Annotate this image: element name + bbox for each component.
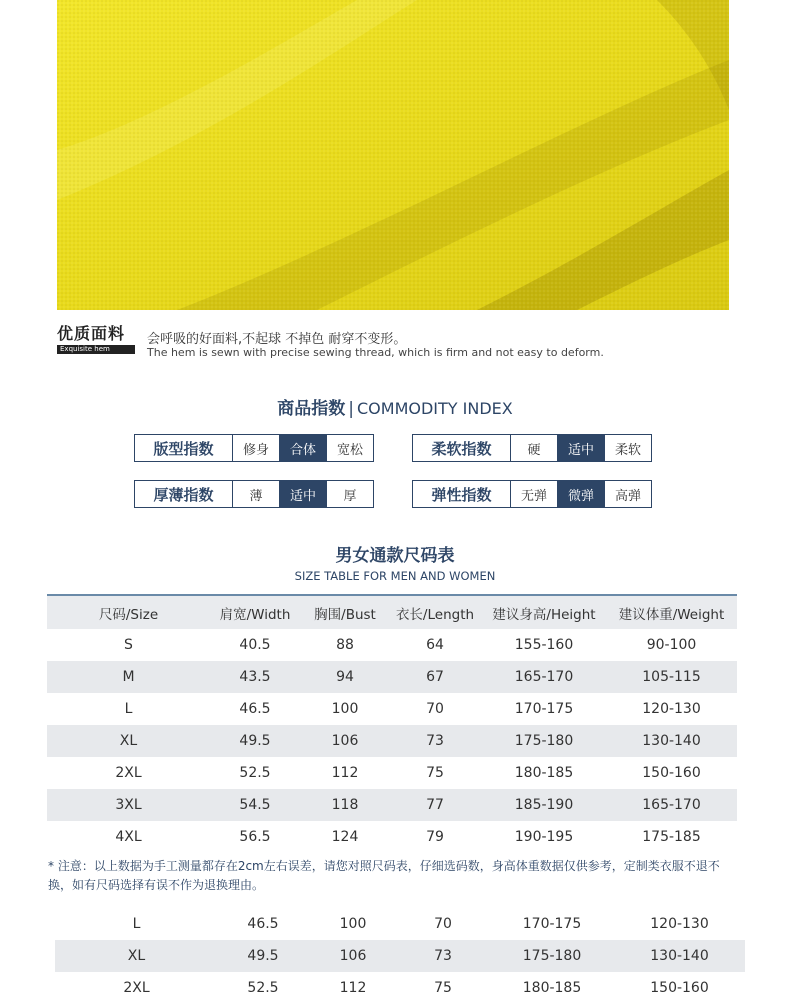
index-option: 硬 (527, 442, 541, 458)
table-header-cell: 建议体重/Weight (618, 606, 725, 623)
table-header-cell: 胸围/Bust (314, 606, 376, 623)
table-row (47, 757, 737, 789)
quality-badge (57, 324, 135, 354)
table-cell: 150-160 (650, 980, 709, 996)
table-cell: 185-190 (514, 797, 574, 813)
index-option-selected: 适中 (557, 435, 604, 461)
table-cell: 77 (426, 797, 444, 813)
table-cell: 100 (331, 701, 359, 717)
table-cell: 165-170 (642, 797, 701, 813)
table-cell: M (122, 669, 135, 685)
table-cell: L (132, 916, 141, 932)
table-cell: 175-180 (514, 733, 574, 749)
table-header-row (47, 596, 737, 629)
index-option-selected: 合体 (279, 435, 326, 461)
table-cell: 155-160 (514, 637, 574, 653)
table-cell: 112 (331, 765, 359, 781)
table-cell: 130-140 (642, 733, 701, 749)
index-softness (412, 434, 652, 462)
size-table-subtitle: SIZE TABLE FOR MEN AND WOMEN (294, 569, 496, 583)
table-cell: 165-170 (514, 669, 574, 685)
title-separator: | (348, 399, 354, 419)
table-cell: 67 (426, 669, 444, 685)
table-cell: 2XL (115, 765, 142, 781)
table-cell: 70 (426, 701, 444, 717)
index-label: 厚薄指数 (135, 481, 233, 507)
quality-title: 优质面料 (57, 324, 126, 343)
table-cell: XL (127, 948, 146, 964)
table-cell: 100 (339, 916, 367, 932)
table-cell: 73 (426, 733, 444, 749)
size-note: * 注意：以上数据为手工测量都存在2cm左右误差，请您对照尺码表，仔细选码数，身高体重数据仅供参考，定制类衣服不退不换，如有尺码选择有误不作为退换理由。 (48, 859, 720, 892)
index-option: 薄 (249, 488, 263, 504)
table-row (47, 629, 737, 661)
index-option-selected: 微弹 (557, 481, 604, 507)
quality-text-en: The hem is sewn with precise sewing thread, which is firm and not easy to deform. (147, 346, 604, 359)
table-cell: 170-175 (514, 701, 574, 717)
table-cell: 112 (339, 980, 367, 996)
table-cell: 106 (339, 948, 367, 964)
table-cell: 73 (434, 948, 452, 964)
table-cell: 4XL (115, 829, 142, 845)
table-cell: 106 (331, 733, 359, 749)
index-fit (134, 434, 374, 462)
table-cell: XL (119, 733, 138, 749)
table-cell: 94 (336, 669, 354, 685)
table-cell: 3XL (115, 797, 142, 813)
table-cell: 2XL (123, 980, 150, 996)
table-header-cell: 建议身高/Height (492, 606, 596, 623)
table-cell: 180-185 (514, 765, 574, 781)
table-row (55, 940, 745, 972)
table-cell: 52.5 (239, 765, 271, 781)
table-cell: 70 (434, 916, 452, 932)
table-row (47, 661, 737, 693)
table-cell: L (124, 701, 133, 717)
table-cell: 46.5 (247, 916, 279, 932)
index-option: 高弹 (604, 481, 651, 507)
fabric-photo (57, 0, 729, 310)
table-header-cell: 肩宽/Width (219, 606, 291, 623)
table-row (47, 821, 737, 853)
index-label: 版型指数 (135, 435, 233, 461)
index-thickness (134, 480, 374, 508)
table-header-cell: 尺码/Size (98, 606, 159, 623)
commodity-index-title-en: COMMODITY INDEX (357, 399, 513, 418)
table-cell: 75 (426, 765, 444, 781)
table-cell: 118 (331, 797, 359, 813)
table-cell: 49.5 (247, 948, 279, 964)
quality-subtitle: Exquisite hem (57, 345, 135, 354)
table-cell: 49.5 (239, 733, 271, 749)
size-table (47, 594, 737, 853)
table-row (47, 789, 737, 821)
quality-section (57, 324, 737, 364)
table-cell: 56.5 (239, 829, 271, 845)
index-label: 柔软指数 (413, 435, 511, 461)
table-row (47, 725, 737, 757)
table-cell: 124 (331, 829, 359, 845)
table-cell: 190-195 (514, 829, 574, 845)
table-cell: 170-175 (522, 916, 582, 932)
table-cell: 46.5 (239, 701, 271, 717)
table-cell: 150-160 (642, 765, 701, 781)
table-cell: 120-130 (650, 916, 709, 932)
index-option: 修身 (242, 442, 269, 458)
table-cell: 180-185 (522, 980, 582, 996)
index-label: 弹性指数 (413, 481, 511, 507)
table-cell: 52.5 (247, 980, 279, 996)
quality-text-cn: 会呼吸的好面料,不起球 不掉色 耐穿不变形。 (147, 332, 407, 347)
table-cell: 64 (426, 637, 444, 653)
index-option: 柔软 (604, 435, 651, 461)
table-cell: 88 (336, 637, 354, 653)
table-cell: 75 (434, 980, 452, 996)
table-cell: 54.5 (239, 797, 271, 813)
table-cell: 175-180 (522, 948, 582, 964)
index-option-selected: 适中 (279, 481, 326, 507)
size-table-title: 男女通款尺码表 (335, 546, 455, 566)
table-header-cell: 衣长/Length (395, 606, 475, 623)
table-row (55, 908, 745, 940)
table-cell: 43.5 (239, 669, 271, 685)
table-cell: 79 (426, 829, 444, 845)
table-cell: 175-185 (642, 829, 701, 845)
index-option: 无弹 (520, 488, 547, 504)
table-cell: 130-140 (650, 948, 709, 964)
yellow-fabric-image (57, 0, 729, 310)
index-option: 宽松 (326, 435, 373, 461)
table-cell: 90-100 (646, 637, 697, 653)
table-cell: 120-130 (642, 701, 701, 717)
commodity-index-title (0, 394, 790, 419)
table-row (47, 693, 737, 725)
index-elasticity (412, 480, 652, 508)
table-row (55, 972, 745, 1004)
table-cell: S (124, 637, 133, 653)
table-cell: 105-115 (642, 669, 701, 685)
commodity-index-title-cn: 商品指数 (277, 399, 346, 419)
index-option: 厚 (326, 481, 373, 507)
table-cell: 40.5 (239, 637, 271, 653)
